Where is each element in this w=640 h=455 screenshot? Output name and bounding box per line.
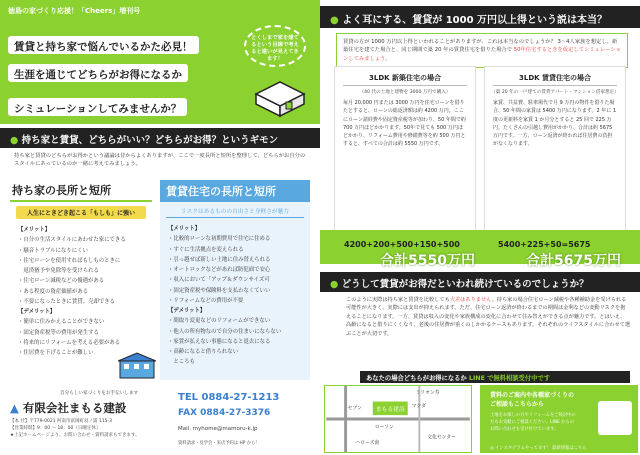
rent-card-subtitle: （築 20 年の一戸建ての賃貸アパート・マンション借家想定） [491,90,619,95]
demerit-item: ・家賃が払えない事態になると退去になる [168,338,271,345]
rent-total: 合計5675万円 [526,253,621,269]
company-slogan: 自分らしい家づくりをお手伝いします [60,391,139,396]
intro-text: 賃貸の方が 1000 万円以上得といわれることがありますが、これは本当なのでしょうか？ 3～4人家族を想定し、新築住宅を建てた場合と、同じ期間で築 20 年の賃貸住宅を借りた場合で [343,39,618,54]
simulation-intro [336,33,628,68]
cta-text: あなたの場合どちらがお得になるか [366,375,467,382]
merit-item: ・自分の生活スタイルにあわせた家にできる [18,237,126,244]
demerit-heading: 【デメリット】 [18,309,56,316]
company-fax: FAX 0884-27-3376 [178,408,271,418]
merit-item: ・不要になったときに賃貸、売却できる [18,298,116,305]
map-label: ミリオン寿 [415,389,440,396]
demerit-item: ・住居費を下げることが難しい [18,350,94,357]
company-logo-icon: ▲ [10,401,19,415]
demerit-heading: 【デメリット】 [168,308,206,315]
section-title-rent-myth [320,6,640,28]
rental-subtitle: リスクはあるものの自由さと身軽さが魅力 [166,206,304,218]
merit-item: ・騒音トラブルになりにくい [18,247,88,254]
intro-highlight: 50年住宅するときを仮定してシミュレーションしてみましょう。 [343,47,621,62]
map-label: ハローズ南 [355,440,380,447]
right-panel [320,0,640,455]
merit-item: ・比較的ローンな初期費用で住宅に住める [168,236,271,243]
ad-text: 土地をお探しの方やリフォームをご検討中の方もお気軽にご相談ください。LINE からのお問い合わせも受け付けています。 [490,413,576,432]
section-title-text: 持ち家と賃貸、どちらがいい？どちらがお得？というギモン [21,135,279,146]
company-mail[interactable]: Mail. myhome@mamoru-k.jp [178,426,258,432]
headline-2: 生涯を通じてどちらがお得になるか [8,64,188,82]
line-cta[interactable] [360,371,630,383]
map-label: セブン [347,405,362,412]
bulb-icon: ● [10,135,19,146]
issue-tag: 徳島の家づくり応援！「Cheers」増刊号 [8,7,141,15]
bulb-icon: ● [330,279,339,290]
map-label: マツダ [411,403,426,410]
house-icon [252,78,308,118]
merit-item: ・収入において「アップ＆ダウンサイズ可 [168,277,270,284]
demerit-item: ・固定資産税等の費用が発生する [18,329,99,336]
rent-card-text: 家賃、共益費、駐車場代で月 9 万円の物件を借りた場合、50 年間の家賃は 5400 万円になります。2 年に 1 度の更新料を家賃 1 か月分とすると 25 回で 225 万円。たくさんの引越し費用がかかり、合計は約 5675 万円です。一方、ローン返済が終われば住居費の負担がなくなります。 [493,100,616,148]
own-card-text: 毎月 20,000 円または 3000 万円を住宅ローンを借りたとすると、ローンの総返済額は約 4200 万円。ここにローン諸経費や固定資産税等が加わり、50 年間で約 700 万円ほどかかります。50年で見ても 500 万円ほどかかり、リフォーム費用や修繕費等を約 500 万円とすると、すべての合計は約 5550 万円です。 [343,100,466,148]
demerit-item: ところも [168,359,195,366]
section-title-text: どうして賃貸がお得だといわれ続けているのでしょうか？ [341,279,589,290]
merit-item: 返済猶予や免除等を受けられる [18,268,99,275]
company-address: 【本 社】〒779-0021 阿南市富岡町羽ノ浦 115-3 【営業時間】9：00 ～ 18：00（日曜定休） ★上記ホームページより、お問い合わせ・資料請求もできます。 [10,419,140,439]
demerit-item: ・簡単に住みかえることができない [18,319,105,326]
own-home-list [10,223,152,360]
own-home-title: 持ち家の長所と短所 [10,180,152,202]
section-title-why [320,272,640,292]
demerit-item: ・間取り変更などのリフォームができない [168,318,271,325]
rental-title: 賃貸住宅の長所と短所 [160,180,310,202]
merit-item: ・すぐに生活拠点を変えられる [168,246,244,253]
rental-list [160,222,310,370]
ad-footer-text: インスタグラムやってます！ 最新情報はこちら [495,446,587,451]
own-formula: 4200+200+500+150+500 [344,240,460,249]
why-text: 。持ち家の場合住宅ローン減税や各種補助金を受けられる可能性が大きく、実際には支出が抑えられます。ただ、住宅ローン返済が終わるまでの期間は金利などの変動リスクを抱えることになります。一方、賃貸は収入の変化や家族構成の変化に合わせて住み替えができる点が魅力です。とはいえ、高齢になると借りにくくなり、老後の住居費が重くのしかかるケースもあります。それぞれのライフスタイルに合わせて選ぶことが大切です。 [346,297,631,337]
rent-card-title: 3LDK 賃貸住宅の場合 [493,73,617,86]
callout-bubble: とくしまで家を建てるという目線で考えると違いが見えてきます！ [244,25,306,67]
merit-item: ・リフォームなどの費用が不要 [168,297,244,304]
own-home-subtitle: 人生にときどき起こる「もしも」に強い [16,206,146,219]
why-body [346,296,630,338]
merit-item: ・住宅ローンを使用すればもしものときに [18,257,121,264]
line-ad [480,385,638,453]
merit-heading: 【メリット】 [168,226,201,232]
section-title-text: よく耳にする、賃貸が 1000 万円以上得という説は本当？ [342,15,608,26]
own-card-title: 3LDK 新築住宅の場合 [343,73,467,86]
demerit-item: ・将来的にリフォームを考える必要がある [18,339,121,346]
own-home-column [10,180,152,380]
rent-formula: 5400+225+50=5675 [498,240,591,249]
demerit-item: ・高齢になると借りられない [168,349,239,356]
own-card-subtitle: （40 代の土地と建物を 3000 万円で購入） [359,90,451,95]
access-map [324,385,472,453]
map-label: まもる建設 [375,407,405,414]
company-tel[interactable]: TEL 0884-27-1213 [178,392,280,403]
why-highlight: 大差はありません [449,297,492,303]
merit-item: ・固定資産税や保険料を支払わなくていい [168,287,271,294]
company-name-text: 有限会社まもる建設 [22,401,127,415]
intro-text: 持ち家と賃貸のどちらがお得かという議論は昔からよくありますが、ここで一度長所と短所を整理して、どちらがお自分のスタイルにあっているのか一緒に考えてみましょう。 [14,153,306,168]
apartment-icon [118,352,156,380]
company-info [10,388,310,452]
merit-heading: 【メリット】 [18,227,51,233]
map-label: 文化センター [427,434,456,441]
map-label: ローソン [374,424,394,431]
headline-3: シミュレーションしてみませんか？ [8,98,187,116]
instagram-icon: ◎ [490,446,494,451]
merit-item: ・住宅ローン減税などの優遇がある [18,278,105,285]
qr-code-icon[interactable] [598,401,632,435]
cta-highlight: LINE で無料相談受付中です [468,375,551,382]
ad-footer [490,445,587,451]
company-note: 資料請求・見学会・来店予約は HP から！ [178,441,260,446]
company-name [10,400,126,416]
ad-title: 賃料のご案内や各種家づくりの ご相談もこちらから [490,392,575,408]
bulb-icon: ● [330,15,339,26]
rental-column [160,180,310,380]
demerit-item: ・他人の所有物なので自分の住まいにならない [168,328,282,335]
section-title-left [0,128,320,148]
headline-1: 賃貸と持ち家で悩んでいるかた必見！ [8,36,199,54]
why-text: このように実際は持ち家と賃貸を比較しても [346,297,450,303]
own-total: 合計5550万円 [380,253,475,269]
merit-item: ・オートロックなどがあれば防犯面で安心 [168,267,271,274]
merit-item: ・ある程度の資産価値がある [18,288,89,295]
merit-item: ・引っ越せば新しい土地に住み替えられる [168,256,271,263]
